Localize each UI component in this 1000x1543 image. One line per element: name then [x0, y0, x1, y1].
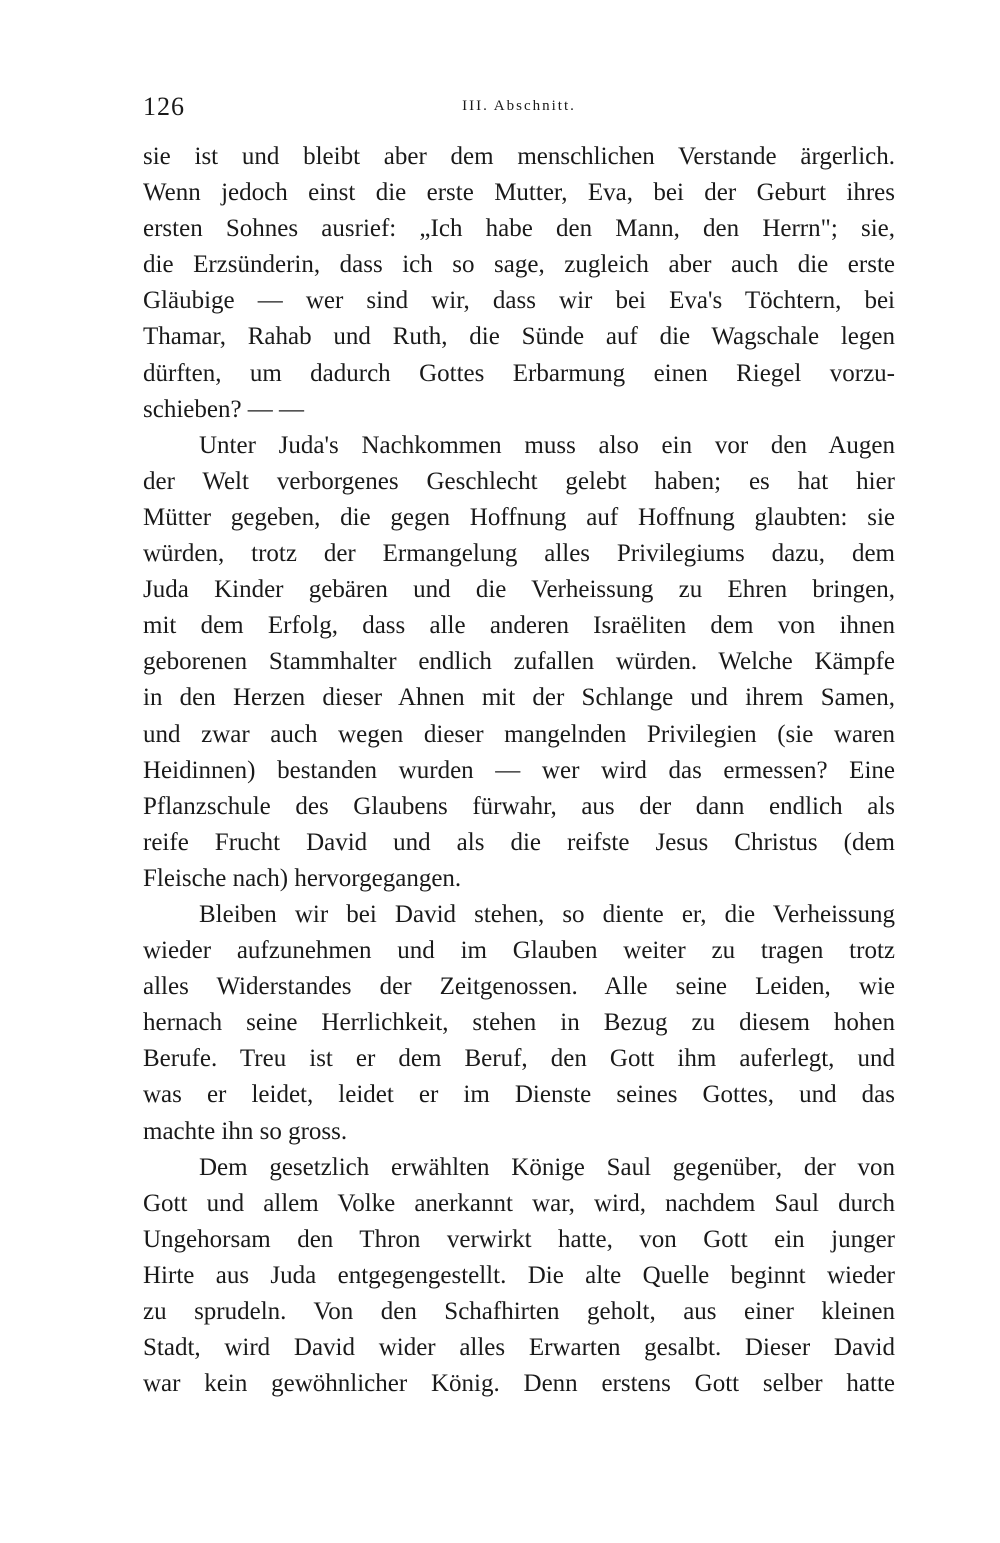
text-line: Unter Juda's Nachkommen muss also ein vor den Augen [199, 431, 895, 459]
text-line: Bleiben wir bei David stehen, so diente er, die Verheissung [199, 900, 895, 928]
text-line: sie ist und bleibt aber dem menschlichen Verstande ärgerlich. [143, 143, 895, 170]
text-line: dürften, um dadurch Gottes Erbarmung einen Riegel vorzu- [143, 359, 895, 387]
page-header [143, 92, 895, 122]
text-line: Gläubige — wer sind wir, dass wir bei Eva's Töchtern, bei [143, 287, 895, 315]
text-line: Wenn jedoch einst die erste Mutter, Eva, bei der Geburt ihres [143, 179, 895, 207]
text-line: alles Widerstandes der Zeitgenossen. Alle seine Leiden, wie [143, 973, 895, 1001]
body-text [143, 139, 895, 1402]
text-line: hernach seine Herrlichkeit, stehen in Bezug zu diesem hohen [143, 1009, 895, 1037]
text-line: machte ihn so gross. [143, 1117, 348, 1145]
text-line: Mütter gegeben, die gegen Hoffnung auf Hoffnung glaubten: sie [143, 503, 895, 531]
text-line: Pflanzschule des Glaubens fürwahr, aus der dann endlich als [143, 792, 895, 820]
text-line: reife Frucht David und als die reifste Jesus Christus (dem [143, 828, 895, 856]
text-line: die Erzsünderin, dass ich so sage, zugleich aber auch die erste [143, 251, 895, 279]
text-line: schieben? — — [143, 395, 305, 423]
text-line: ersten Sohnes ausrief: „Ich habe den Mann, den Herrn"; sie, [143, 215, 895, 243]
text-line: Juda Kinder gebären und die Verheissung zu Ehren bringen, [143, 576, 895, 604]
text-line: Berufe. Treu ist er dem Beruf, den Gott ihm auferlegt, und [143, 1045, 895, 1073]
text-line: zu sprudeln. Von den Schafhirten geholt, aus einer kleinen [143, 1298, 895, 1325]
text-line: Ungehorsam den Thron verwirkt hatte, von Gott ein junger [143, 1225, 895, 1253]
text-line: Hirte aus Juda entgegengestellt. Die alte Quelle beginnt wieder [143, 1261, 895, 1289]
page-number: 126 [143, 92, 185, 121]
text-line: Thamar, Rahab und Ruth, die Sünde auf die Wagschale legen [143, 323, 895, 351]
text-line: der Welt verborgenes Geschlecht gelebt haben; es hat hier [143, 467, 895, 495]
text-line: geborenen Stammhalter endlich zufallen würden. Welche Kämpfe [143, 648, 895, 676]
text-line: Gott und allem Volke anerkannt war, wird, nachdem Saul durch [143, 1189, 895, 1217]
text-line: was er leidet, leidet er im Dienste seines Gottes, und das [143, 1081, 895, 1109]
running-head: III. Abschnitt. [462, 98, 576, 114]
text-line: in den Herzen dieser Ahnen mit der Schlange und ihrem Samen, [143, 684, 895, 712]
text-line: Dem gesetzlich erwählten Könige Saul gegenüber, der von [199, 1153, 895, 1181]
text-line: Heidinnen) bestanden wurden — wer wird das ermessen? Eine [143, 756, 895, 784]
text-line: Stadt, wird David wider alles Erwarten gesalbt. Dieser David [143, 1334, 895, 1362]
text-line: wieder aufzunehmen und im Glauben weiter zu tragen trotz [143, 937, 895, 965]
text-line: und zwar auch wegen dieser mangelnden Privilegien (sie waren [143, 720, 895, 748]
text-line: war kein gewöhnlicher König. Denn erstens Gott selber hatte [143, 1370, 895, 1398]
text-line: mit dem Erfolg, dass alle anderen Israëliten dem von ihnen [143, 612, 895, 640]
text-line: Fleische nach) hervorgegangen. [143, 864, 462, 892]
text-line: würden, trotz der Ermangelung alles Privilegiums dazu, dem [143, 540, 895, 568]
